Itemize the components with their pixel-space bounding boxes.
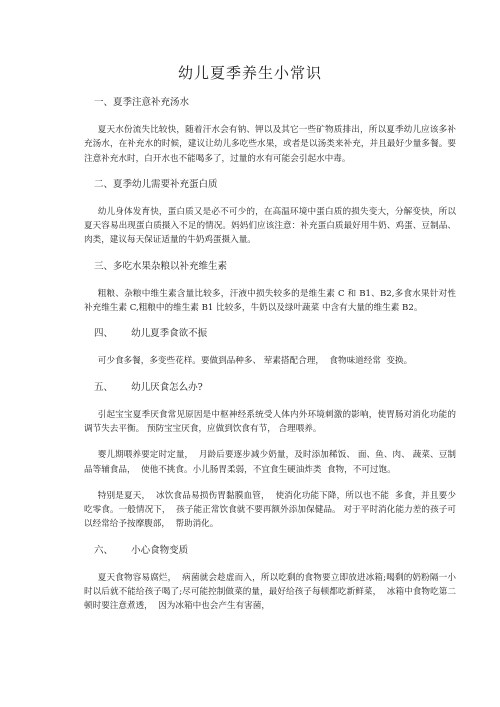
paragraph-5b: 婴儿期喂养要定时定量， 月龄后要逐步减少奶量，及时添加稀饭、 面、鱼、肉、 蔬菜、豆制品等辅食品， 使他不挑食。小儿肠胃柔弱，不宜食生硬油炸类 食物，不可过饱。 [84, 450, 456, 475]
section-heading-5: 五、 幼儿厌食怎么办? [94, 381, 203, 393]
section-heading-2: 二、夏季幼儿需要补充蛋白质 [94, 178, 218, 190]
paragraph-1: 夏天水份流失比较快，随着汗水会有钠、钾以及其它一些矿物质排出，所以夏季幼儿应该多补充汤水，在补充水的时候，建议让幼儿多吃些水果，或者是以汤类来补充，并且最好少量多餐。要注意补充水时，白开水也不能喝多了，过量的水有可能会引起水中毒。 [84, 125, 456, 164]
paragraph-2: 幼儿身体发育快，蛋白质又是必不可少的，在高温环境中蛋白质的损失变大，分解变快，所以夏天容易出现蛋白质摄入不足的情况。妈妈们应该注意：补充蛋白质最好用牛奶、鸡蛋、豆制品、肉类，建议每天保证适量的牛奶鸡蛋摄入量。 [84, 206, 456, 246]
section-heading-4: 四、 幼儿夏季食欲不振 [94, 328, 208, 340]
document-body [84, 96, 456, 626]
paragraph-3: 粗粮、杂粮中维生素含量比较多，汗液中损失较多的是维生素 C 和 B1、B2,多食水果针对性补充维生素 C,粗粮中的维生素 B1 比较多，牛奶以及绿叶蔬菜 中含有大量的维生素 B2。 [84, 288, 456, 314]
section-heading-6: 六、 小心食物变质 [94, 544, 189, 556]
paragraph-4: 可少食多餐，多变些花样。要做到品种多、 荤素搭配合理， 食物味道经常 变换。 [97, 356, 413, 367]
section-heading-3: 三、多吃水果杂粮以补充维生素 [94, 260, 228, 272]
document-title: 幼儿夏季养生小常识 [177, 64, 322, 82]
paragraph-5a: 引起宝宝夏季厌食常见原因是中枢神经系统受人体内外环境刺激的影响，使胃肠对消化功能的调节失去平衡。 预防宝宝厌食，应做到饮食有节， 合理喂养。 [84, 409, 456, 434]
section-heading-1: 一、夏季注意补充汤水 [94, 97, 190, 108]
paragraph-6: 夏天食物容易腐烂， 病菌就会趁虚而入，所以吃剩的食物要立即放进冰箱;喝剩的奶粉隔一小时以后就不能给孩子喝了;尽可能控制做菜的量，最好给孩子每顿都吃新鲜菜， 冰箱中食物吃第二顿时要注意煮透， 因为冰箱中也会产生有害菌， [84, 572, 456, 612]
paragraph-5c: 特别是夏天， 冰饮食品易损伤胃黏膜血管， 使消化功能下降，所以也不能 多食，并且要少吃零食。一般情况下， 孩子能正常饮食就不要再额外添加保健品。 对于平时消化能力差的孩子可以经常给予按摩腹部， 帮助消化。 [84, 490, 456, 530]
